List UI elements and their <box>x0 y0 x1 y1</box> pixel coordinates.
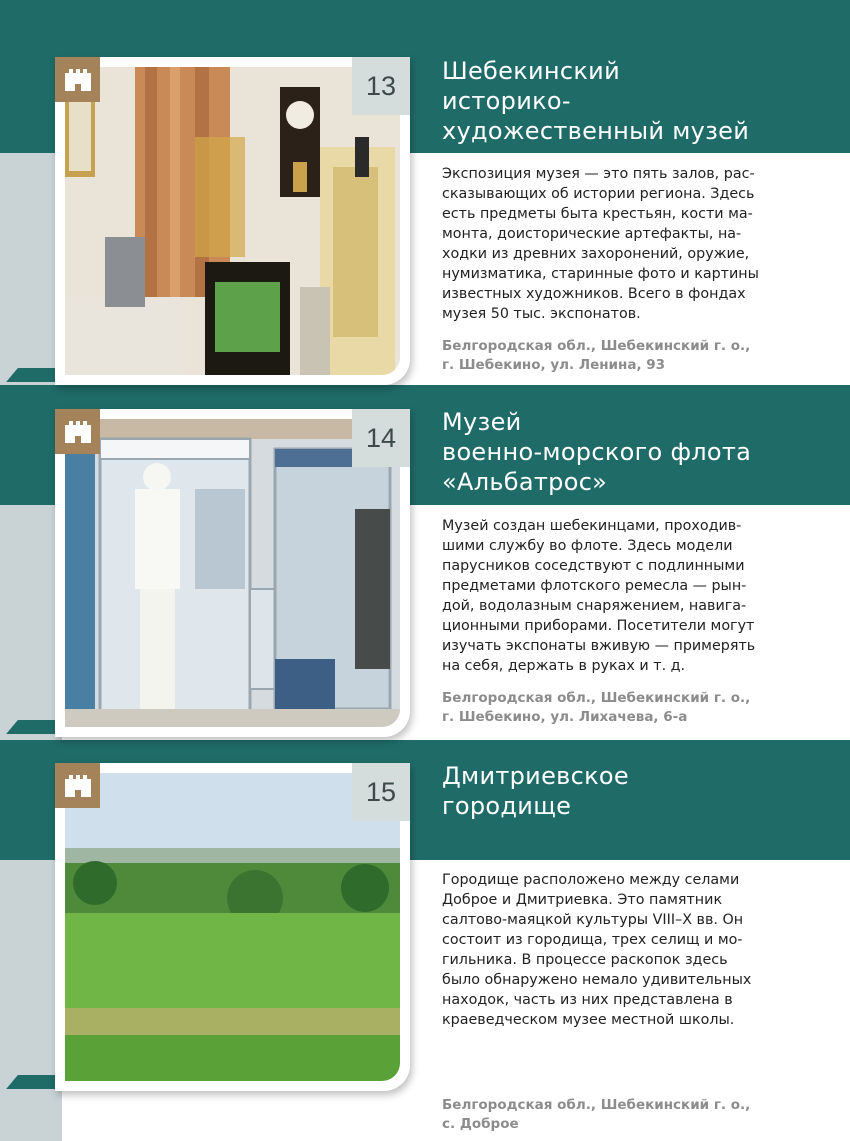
left-strip <box>0 150 62 1141</box>
castle-icon <box>63 67 93 93</box>
desc-line: ционными приборами. Посетители могут <box>442 618 755 634</box>
desc-line: есть предметы быта крестьян, кости ма- <box>442 206 753 222</box>
museum-number: 14 <box>352 409 410 467</box>
desc-line: Экспозиция музея — это пять залов, рас- <box>442 166 755 182</box>
desc-line: гильника. В процессе раскопок здесь <box>442 952 728 968</box>
museum-number: 15 <box>352 763 410 821</box>
desc-line: известных художников. Всего в фондах <box>442 286 746 302</box>
castle-icon <box>63 419 93 445</box>
museum-address <box>442 689 802 727</box>
museum-showcase-photo <box>65 419 400 727</box>
museum-interior-photo <box>65 67 400 375</box>
address-line: Белгородская обл., Шебекинский г. о., <box>442 1097 751 1113</box>
desc-line: дой, водолазным снаряжением, навига- <box>442 598 747 614</box>
museum-title <box>442 56 842 146</box>
landscape-photo <box>65 773 400 1081</box>
address-line: г. Шебекино, ул. Лихачева, 6-а <box>442 709 688 725</box>
desc-line: краеведческом музее местной школы. <box>442 1012 735 1028</box>
top-band <box>0 0 850 18</box>
desc-line: было обнаружено немало удивительных <box>442 972 752 988</box>
castle-badge <box>55 57 100 102</box>
desc-line: салтово-маяцкой культуры VIII–X вв. Он <box>442 912 744 928</box>
desc-line: предметами флотского ремесла — рын- <box>442 578 747 594</box>
museum-address <box>442 337 802 375</box>
desc-line: музея 50 тыс. экспонатов. <box>442 306 641 322</box>
title-line: «Альбатрос» <box>442 468 608 496</box>
address-line: г. Шебекино, ул. Ленина, 93 <box>442 357 666 373</box>
photo-card-14 <box>55 409 410 737</box>
desc-line: на себя, держать в руках и т. д. <box>442 658 686 674</box>
title-line: военно-морского флота <box>442 438 752 466</box>
address-line: Белгородская обл., Шебекинский г. о., <box>442 690 751 706</box>
desc-line: нумизматика, старинные фото и картины <box>442 266 759 282</box>
photo-card-15 <box>55 763 410 1091</box>
desc-line: изучать экспонаты вживую — примерять <box>442 638 756 654</box>
castle-badge <box>55 763 100 808</box>
desc-line: шими службу во флоте. Здесь модели <box>442 538 733 554</box>
museum-description <box>442 870 792 1030</box>
title-line: Шебекинский <box>442 57 620 85</box>
desc-line: ходки из древних захоронений, оружие, <box>442 246 750 262</box>
title-line: Дмитриевское <box>442 762 629 790</box>
desc-line: состоит из городища, трех селищ и мо- <box>442 932 743 948</box>
museum-number: 13 <box>352 57 410 115</box>
photo-card-13 <box>55 57 410 385</box>
museum-description <box>442 164 792 324</box>
castle-badge <box>55 409 100 454</box>
desc-line: сказывающих об истории региона. Здесь <box>442 186 755 202</box>
address-line: с. Доброе <box>442 1116 519 1132</box>
museum-title <box>442 761 842 821</box>
museum-title <box>442 407 842 497</box>
desc-line: парусников соседствуют с подлинными <box>442 558 745 574</box>
desc-line: находок, часть из них представлена в <box>442 992 733 1008</box>
museum-address <box>442 1096 802 1134</box>
desc-line: Музей создан шебекинцами, проходив- <box>442 518 742 534</box>
desc-line: Городище расположено между селами <box>442 872 740 888</box>
title-line: художественный музей <box>442 117 750 145</box>
desc-line: Доброе и Дмитриевка. Это памятник <box>442 892 723 908</box>
desc-line: монта, доисторические артефакты, на- <box>442 226 742 242</box>
castle-icon <box>63 773 93 799</box>
title-line: Музей <box>442 408 522 436</box>
address-line: Белгородская обл., Шебекинский г. о., <box>442 338 751 354</box>
title-line: историко- <box>442 87 571 115</box>
title-line: городище <box>442 792 572 820</box>
museum-description <box>442 516 792 676</box>
